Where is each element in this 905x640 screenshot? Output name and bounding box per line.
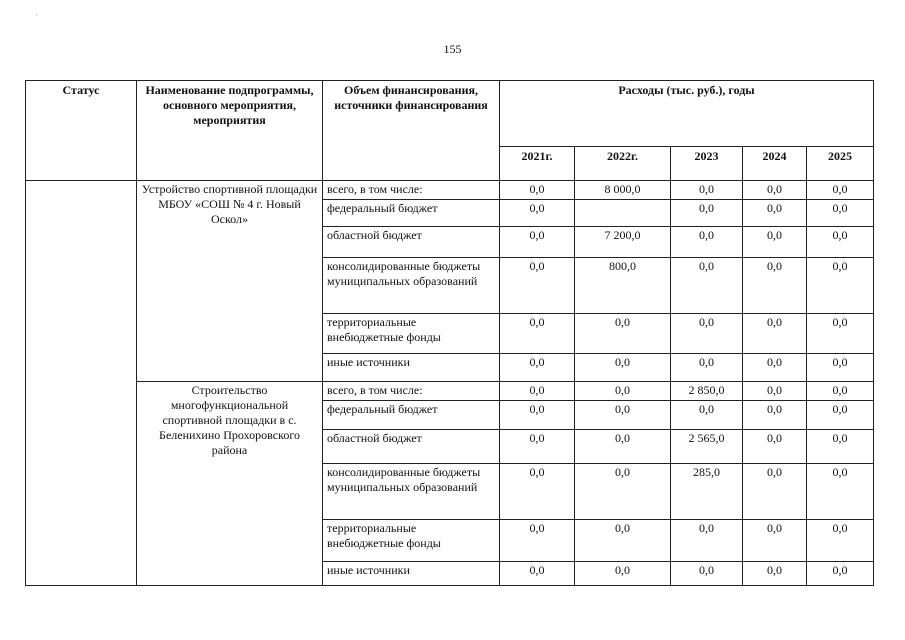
- value-cell: 0,0: [671, 258, 743, 314]
- value-cell: 0,0: [807, 464, 874, 520]
- value-cell: 0,0: [743, 354, 807, 382]
- value-cell: 0,0: [807, 181, 874, 200]
- value-cell: 0,0: [807, 200, 874, 227]
- value-cell: 0,0: [671, 227, 743, 258]
- value-cell: 0,0: [575, 382, 671, 401]
- value-cell: 0,0: [500, 314, 575, 354]
- value-cell: [575, 200, 671, 227]
- value-cell: 0,0: [743, 227, 807, 258]
- value-cell: 285,0: [671, 464, 743, 520]
- value-cell: 800,0: [575, 258, 671, 314]
- source-label: консолидированные бюджеты муниципальных образований: [323, 464, 500, 520]
- value-cell: 0,0: [743, 181, 807, 200]
- value-cell: 0,0: [500, 227, 575, 258]
- value-cell: 2 850,0: [671, 382, 743, 401]
- value-cell: 0,0: [807, 314, 874, 354]
- value-cell: 0,0: [575, 401, 671, 430]
- source-label: всего, в том числе:: [323, 181, 500, 200]
- table-row: [26, 382, 874, 401]
- value-cell: 0,0: [671, 562, 743, 586]
- value-cell: 0,0: [500, 258, 575, 314]
- value-cell: 0,0: [671, 314, 743, 354]
- value-cell: 0,0: [500, 464, 575, 520]
- header-year-2024: 2024: [743, 147, 807, 181]
- value-cell: 0,0: [743, 430, 807, 464]
- value-cell: 0,0: [807, 430, 874, 464]
- value-cell: 0,0: [743, 382, 807, 401]
- value-cell: 0,0: [575, 430, 671, 464]
- value-cell: 2 565,0: [671, 430, 743, 464]
- value-cell: 0,0: [743, 562, 807, 586]
- page-number: 155: [443, 42, 462, 56]
- value-cell: 0,0: [743, 314, 807, 354]
- header-funding: Объем финансирования, источники финансирования: [323, 81, 500, 181]
- source-label: иные источники: [323, 354, 500, 382]
- value-cell: 0,0: [671, 401, 743, 430]
- value-cell: 0,0: [500, 354, 575, 382]
- event-name: Строительство многофункциональной спортивной площадки в с. Беленихино Прохоровского района: [137, 382, 323, 586]
- value-cell: 0,0: [807, 258, 874, 314]
- value-cell: 0,0: [807, 562, 874, 586]
- value-cell: 0,0: [807, 520, 874, 562]
- value-cell: 0,0: [807, 354, 874, 382]
- header-name: Наименование подпрограммы, основного мероприятия, мероприятия: [137, 81, 323, 181]
- value-cell: 0,0: [575, 520, 671, 562]
- value-cell: 0,0: [500, 200, 575, 227]
- value-cell: 0,0: [671, 200, 743, 227]
- value-cell: 7 200,0: [575, 227, 671, 258]
- value-cell: 0,0: [807, 227, 874, 258]
- event-name: Устройство спортивной площадки МБОУ «СОШ № 4 г. Новый Оскол»: [137, 181, 323, 382]
- header-year-2023: 2023: [671, 147, 743, 181]
- source-label: иные источники: [323, 562, 500, 586]
- source-label: территориальные внебюджетные фонды: [323, 314, 500, 354]
- value-cell: 0,0: [500, 181, 575, 200]
- value-cell: 0,0: [500, 520, 575, 562]
- value-cell: 0,0: [500, 401, 575, 430]
- value-cell: 0,0: [500, 430, 575, 464]
- scan-speck: ·: [35, 11, 38, 20]
- value-cell: 0,0: [575, 464, 671, 520]
- value-cell: 0,0: [671, 181, 743, 200]
- value-cell: 0,0: [575, 314, 671, 354]
- value-cell: 0,0: [743, 401, 807, 430]
- header-expenses: Расходы (тыс. руб.), годы: [500, 81, 874, 147]
- value-cell: 0,0: [671, 354, 743, 382]
- value-cell: 0,0: [743, 258, 807, 314]
- table-row: [26, 181, 874, 200]
- value-cell: 0,0: [807, 382, 874, 401]
- source-label: федеральный бюджет: [323, 200, 500, 227]
- financing-table: [25, 80, 874, 586]
- source-label: федеральный бюджет: [323, 401, 500, 430]
- header-status: Статус: [26, 81, 137, 181]
- value-cell: 0,0: [743, 200, 807, 227]
- table-body: [26, 181, 874, 586]
- value-cell: 0,0: [575, 354, 671, 382]
- value-cell: 0,0: [743, 520, 807, 562]
- source-label: консолидированные бюджеты муниципальных образований: [323, 258, 500, 314]
- status-cell: [26, 181, 137, 586]
- value-cell: 0,0: [807, 401, 874, 430]
- value-cell: 0,0: [743, 464, 807, 520]
- header-year-2025: 2025: [807, 147, 874, 181]
- value-cell: 0,0: [575, 562, 671, 586]
- value-cell: 0,0: [500, 382, 575, 401]
- value-cell: 0,0: [500, 562, 575, 586]
- source-label: территориальные внебюджетные фонды: [323, 520, 500, 562]
- source-label: всего, в том числе:: [323, 382, 500, 401]
- header-year-2022: 2022г.: [575, 147, 671, 181]
- value-cell: 8 000,0: [575, 181, 671, 200]
- source-label: областной бюджет: [323, 227, 500, 258]
- value-cell: 0,0: [671, 520, 743, 562]
- source-label: областной бюджет: [323, 430, 500, 464]
- header-year-2021: 2021г.: [500, 147, 575, 181]
